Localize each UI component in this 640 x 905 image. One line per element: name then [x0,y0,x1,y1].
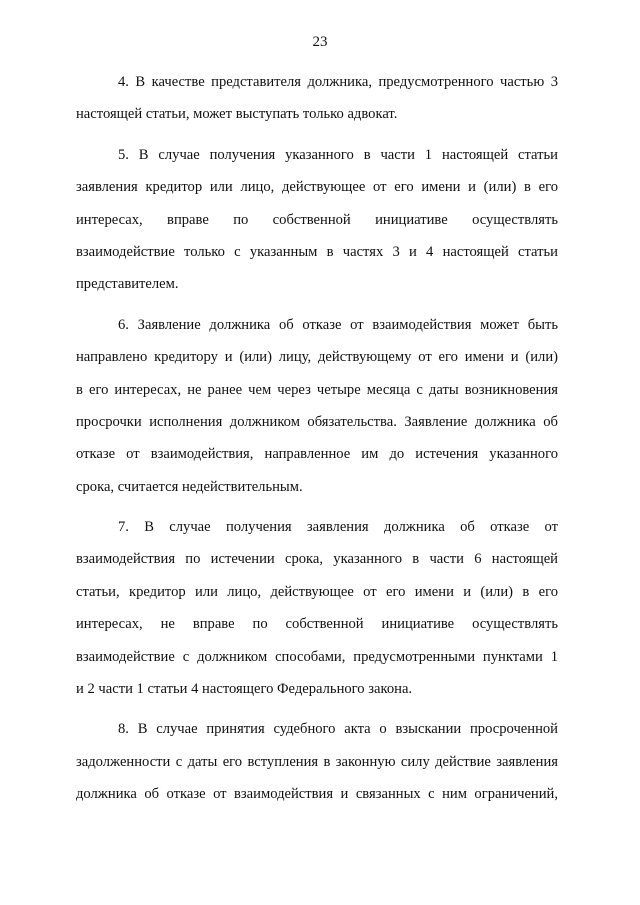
text-line: направлено кредитору и (или) лицу, действующему от его имени и (или) [76,349,558,366]
text-line: 6. Заявление должника об отказе от взаимодействия может быть [118,316,558,333]
text-line: представителем. [76,276,179,293]
text-line: взаимодействие с должником способами, предусмотренными пунктами 1 [76,648,558,665]
text-line: 4. В качестве представителя должника, предусмотренного частью 3 [118,74,558,90]
paragraph-part-6 [76,314,558,508]
text-line: интересах, не вправе по собственной инициативе осуществлять [76,616,558,633]
text-line: интересах, вправе по собственной инициативе осуществлять [76,211,558,228]
text-line: заявления кредитор или лицо, действующее от его имени и (или) в его [76,179,558,196]
paragraph-part-8 [76,718,558,815]
text-line: срока, считается недействительным. [76,478,303,495]
text-line: и 2 части 1 статьи 4 настоящего Федерального закона. [76,681,413,698]
paragraph-part-7 [76,516,558,710]
text-line: должника об отказе от взаимодействия и связанных с ним ограничений, [76,786,558,803]
text-line: отказе от взаимодействия, направленное им до истечения указанного [76,446,558,463]
text-line: 5. В случае получения указанного в части 1 настоящей статьи [118,146,558,163]
text-line: задолженности с даты его вступления в законную силу действие заявления [76,753,558,770]
paragraph-part-5 [76,144,558,306]
paragraph-part-4 [76,71,558,136]
text-line: 8. В случае принятия судебного акта о взыскании просроченной [118,721,558,738]
text-line: статьи, кредитор или лицо, действующее от его имени и (или) в его [76,583,558,600]
text-line: настоящей статьи, может выступать только адвокат. [76,106,398,123]
text-line: взаимодействие только с указанным в частях 3 и 4 настоящей статьи [76,243,558,260]
text-line: просрочки исполнения должником обязательства. Заявление должника об [76,413,558,430]
document-body [76,71,558,824]
text-line: 7. В случае получения заявления должника об отказе от [118,519,558,536]
text-line: в его интересах, не ранее чем через четыре месяца с даты возникновения [76,381,558,398]
text-line: взаимодействия по истечении срока, указанного в части 6 настоящей [76,551,558,568]
page-number: 23 [312,34,328,50]
